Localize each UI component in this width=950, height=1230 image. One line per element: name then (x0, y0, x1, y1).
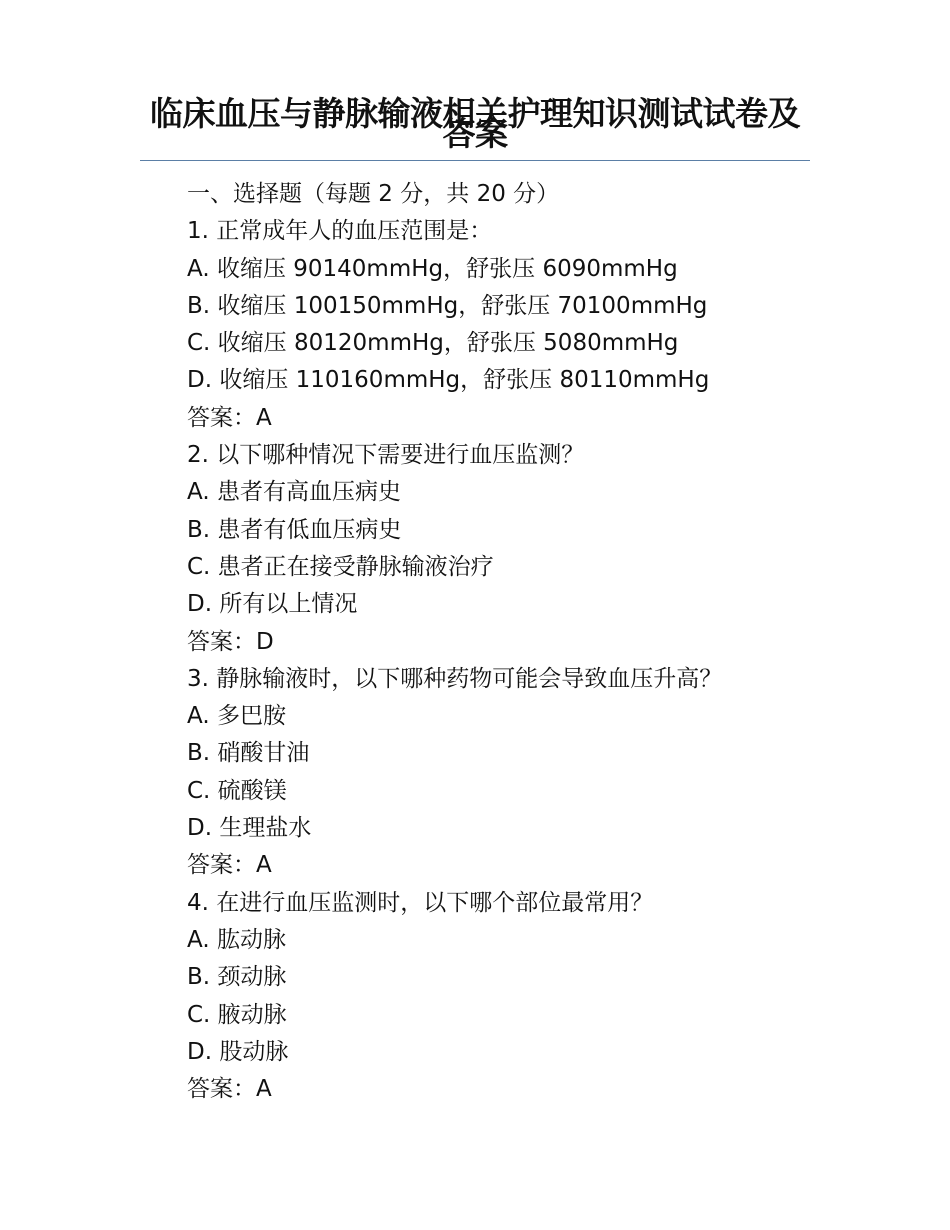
option-c: C. 患者正在接受静脉输液治疗 (187, 553, 494, 580)
option-a: A. 收缩压 90140mmHg，舒张压 6090mmHg (187, 255, 678, 282)
section-heading: 一、选择题（每题 2 分，共 20 分） (187, 181, 560, 207)
answer-line: 答案：A (187, 1076, 272, 1103)
title-block (140, 94, 810, 153)
question-stem: 1. 正常成年人的血压范围是： (187, 218, 493, 245)
answer-line: 答案：A (187, 852, 272, 879)
option-b: B. 患者有低血压病史 (187, 516, 402, 543)
question-stem: 4. 在进行血压监测时，以下哪个部位最常用？ (187, 889, 654, 916)
option-d: D. 所有以上情况 (187, 591, 358, 618)
option-c: C. 收缩压 80120mmHg，舒张压 5080mmHg (187, 330, 679, 357)
option-b: B. 收缩压 100150mmHg，舒张压 70100mmHg (187, 292, 708, 319)
question-stem: 3. 静脉输液时，以下哪种药物可能会导致血压升高？ (187, 665, 723, 692)
option-d: D. 股动脉 (187, 1038, 289, 1065)
question-1 (187, 213, 827, 437)
page-title: 临床血压与静脉输液相关护理知识测试试卷及答案 (150, 94, 800, 153)
exam-content (187, 176, 827, 1108)
title-underline (140, 160, 810, 161)
option-c: C. 腋动脉 (187, 1001, 287, 1028)
answer-line: 答案：A (187, 404, 272, 431)
option-a: A. 肱动脉 (187, 926, 286, 953)
option-b: B. 颈动脉 (187, 964, 287, 991)
option-a: A. 患者有高血压病史 (187, 479, 401, 506)
option-a: A. 多巴胺 (187, 703, 286, 730)
option-d: D. 生理盐水 (187, 815, 312, 842)
question-2 (187, 437, 827, 661)
question-3 (187, 661, 827, 885)
question-4 (187, 885, 827, 1109)
question-stem: 2. 以下哪种情况下需要进行血压监测？ (187, 442, 585, 469)
option-b: B. 硝酸甘油 (187, 740, 310, 767)
option-c: C. 硫酸镁 (187, 777, 287, 804)
option-d: D. 收缩压 110160mmHg，舒张压 80110mmHg (187, 367, 710, 394)
answer-line: 答案：D (187, 628, 274, 655)
